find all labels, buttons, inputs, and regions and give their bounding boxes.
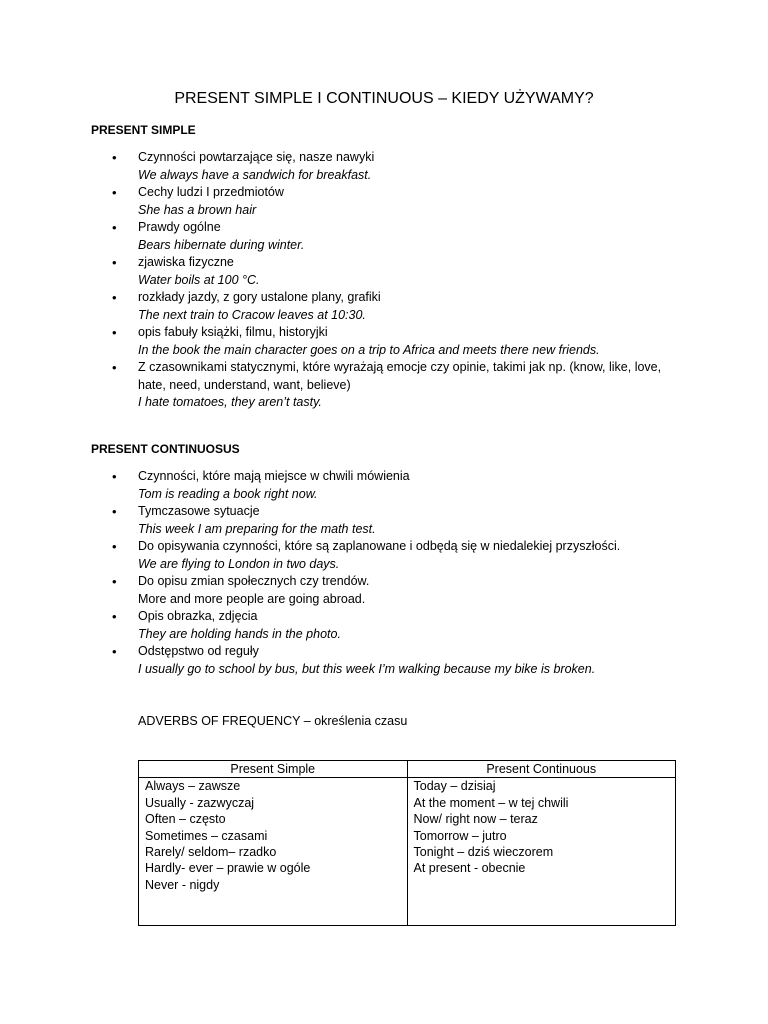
adverbs-heading: ADVERBS OF FREQUENCY – określenia czasu <box>138 714 408 728</box>
usage-text: Tymczasowe sytuacje <box>138 504 260 518</box>
column-header-present-continuous: Present Continuous <box>407 761 676 778</box>
present-continuous-heading: PRESENT CONTINUOSUS <box>91 442 240 456</box>
usage-text: Czynności, które mają miejsce w chwili mówienia <box>138 469 410 483</box>
column-header-present-simple: Present Simple <box>139 761 408 778</box>
list-item <box>112 184 672 219</box>
adverb-item: Now/ right now – teraz <box>413 812 538 827</box>
example-sentence: We are flying to London in two days. <box>138 556 340 571</box>
list-item <box>112 254 672 289</box>
list-item <box>112 643 672 678</box>
example-sentence: Tom is reading a book right now. <box>138 486 318 501</box>
list-item <box>112 324 672 359</box>
adverb-item: Today – dzisiaj <box>413 779 496 794</box>
usage-text: Prawdy ogólne <box>138 220 221 234</box>
example-sentence: She has a brown hair <box>138 202 257 217</box>
adverb-item: Never - nigdy <box>145 877 220 892</box>
example-sentence: They are holding hands in the photo. <box>138 626 341 641</box>
adverb-item: Tonight – dziś wieczorem <box>413 845 554 860</box>
example-sentence: I hate tomatoes, they aren’t tasty. <box>138 395 322 409</box>
present-simple-adverbs-cell <box>139 778 408 926</box>
example-sentence: More and more people are going abroad. <box>138 591 366 606</box>
example-sentence: I usually go to school by bus, but this week I’m walking because my bike is broken. <box>138 661 596 676</box>
usage-text: Z czasownikami statycznymi, które wyrażają emocje czy opinie, takimi jak np. (know, like, love, hate, need, understand, want, believe) <box>138 360 662 392</box>
table-row <box>139 778 676 926</box>
usage-text: rozkłady jazdy, z gory ustalone plany, grafiki <box>138 290 381 304</box>
adverb-item: Hardly- ever – prawie w ogóle <box>145 861 311 876</box>
list-item <box>112 608 672 643</box>
present-simple-list <box>112 149 672 412</box>
table-header-row <box>139 761 676 778</box>
example-sentence: The next train to Cracow leaves at 10:30. <box>138 307 366 322</box>
list-item <box>112 219 672 254</box>
list-item <box>112 149 672 184</box>
adverb-item: At the moment – w tej chwili <box>413 795 569 810</box>
list-item <box>112 289 672 324</box>
example-sentence: In the book the main character goes on a trip to Africa and meets there new friends. <box>138 342 600 357</box>
list-item <box>112 503 672 538</box>
example-sentence: Bears hibernate during winter. <box>138 237 305 252</box>
usage-text: Opis obrazka, zdjęcia <box>138 609 258 623</box>
present-continuous-adverbs-cell <box>407 778 676 926</box>
usage-text: Do opisywania czynności, które są zaplanowane i odbędą się w niedalekiej przyszłości. <box>138 539 621 553</box>
usage-text: Czynności powtarzające się, nasze nawyki <box>138 150 375 164</box>
adverbs-table <box>138 760 676 926</box>
adverb-item: Often – często <box>145 812 226 827</box>
adverb-item: Tomorrow – jutro <box>413 828 507 843</box>
present-continuous-list <box>112 468 672 678</box>
adverb-item: Usually - zazwyczaj <box>145 795 255 810</box>
usage-text: Cechy ludzi I przedmiotów <box>138 185 284 199</box>
list-item <box>112 573 672 608</box>
page-title: PRESENT SIMPLE I CONTINUOUS – KIEDY UŻYWAMY? <box>174 90 594 107</box>
list-item <box>112 538 672 573</box>
list-item <box>112 359 672 412</box>
adverb-item: Sometimes – czasami <box>145 828 268 843</box>
usage-text: Odstępstwo od reguły <box>138 644 259 658</box>
usage-text: Do opisu zmian społecznych czy trendów. <box>138 574 370 588</box>
present-simple-heading: PRESENT SIMPLE <box>91 123 196 137</box>
usage-text: zjawiska fizyczne <box>138 255 234 269</box>
example-sentence: Water boils at 100 °C. <box>138 272 260 287</box>
usage-text: opis fabuły książki, filmu, historyjki <box>138 325 328 339</box>
adverb-item: At present - obecnie <box>413 861 526 876</box>
example-sentence: This week I am preparing for the math test. <box>138 521 376 536</box>
example-sentence: We always have a sandwich for breakfast. <box>138 167 372 182</box>
adverb-item: Rarely/ seldom– rzadko <box>145 845 277 860</box>
list-item <box>112 468 672 503</box>
adverb-item: Always – zawsze <box>145 779 241 794</box>
